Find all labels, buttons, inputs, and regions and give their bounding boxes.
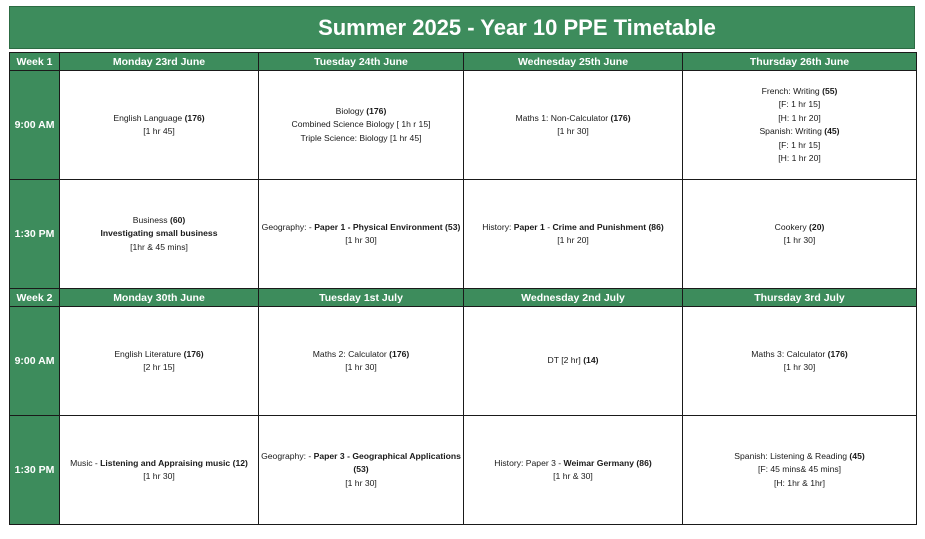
week-header-row [10, 289, 917, 307]
exam-line [60, 227, 258, 241]
exam-line [259, 463, 463, 477]
exam-slot [259, 307, 464, 416]
exam-text: [1 hr 30] [143, 471, 175, 481]
week-label: Week 2 [10, 289, 60, 307]
exam-line [60, 112, 258, 126]
exam-text: [1 hr 30] [345, 477, 377, 488]
exam-text-bold: (14) [583, 355, 599, 366]
exam-text: [1 hr & 30] [553, 471, 593, 481]
exam-line [259, 221, 463, 235]
exam-text-bold: (60) [169, 214, 186, 225]
exam-text: Music - [70, 457, 101, 468]
exam-line [60, 457, 258, 471]
exam-text: [1 hr 30] [345, 235, 377, 245]
exam-text: Geography: - [261, 450, 314, 461]
exam-text: [H: 1 hr 20] [778, 153, 821, 163]
exam-line [683, 234, 916, 248]
exam-slot [60, 307, 259, 416]
exam-line [464, 112, 682, 126]
exam-text-bold: Paper 3 - Geographical Applications [313, 450, 461, 461]
exam-line [464, 234, 682, 248]
exam-slot [683, 71, 917, 180]
week-label: Week 1 [10, 53, 60, 71]
exam-text: [1 hr 30] [557, 126, 589, 136]
exam-text: [F: 1 hr 15] [778, 139, 821, 150]
exam-line [683, 112, 916, 126]
exam-text: Business [132, 214, 170, 225]
afternoon-session-row [10, 180, 917, 289]
page-title: Summer 2025 - Year 10 PPE Timetable [9, 6, 915, 49]
week-header-row [10, 53, 917, 71]
exam-text-bold: Listening and Appraising music (12) [100, 457, 248, 468]
exam-text-bold: (53) [353, 464, 369, 475]
exam-line [259, 348, 463, 362]
exam-text: English Language [113, 112, 185, 123]
exam-line [259, 105, 463, 119]
day-header: Thursday 3rd July [683, 289, 917, 307]
exam-text-bold: (55) [822, 85, 838, 96]
exam-line [259, 118, 463, 132]
exam-line [683, 152, 916, 166]
exam-line [464, 221, 682, 235]
exam-text: [1 hr 30] [783, 362, 816, 372]
exam-text: English Literature [114, 348, 184, 359]
exam-text: History: Paper 3 - [494, 457, 564, 468]
exam-slot [259, 71, 464, 180]
exam-line [683, 463, 916, 477]
exam-slot [60, 416, 259, 525]
exam-text: Maths 3: Calculator [751, 348, 828, 359]
exam-line [60, 348, 258, 362]
day-header: Tuesday 1st July [259, 289, 464, 307]
exam-text-bold: (176) [184, 112, 205, 123]
day-header: Wednesday 25th June [464, 53, 683, 71]
exam-text: [F: 45 mins& 45 mins] [757, 464, 842, 475]
exam-slot [464, 307, 683, 416]
day-header: Thursday 26th June [683, 53, 917, 71]
exam-text: Biology [335, 105, 367, 116]
exam-text: Combined Science Biology [ 1h r 15] [291, 119, 431, 130]
exam-slot [683, 180, 917, 289]
timetable-grid [9, 52, 917, 525]
session-time: 9:00 AM [10, 71, 60, 180]
morning-session-row [10, 307, 917, 416]
session-time: 9:00 AM [10, 307, 60, 416]
exam-slot [60, 71, 259, 180]
exam-line [259, 234, 463, 248]
exam-line [464, 354, 682, 368]
exam-text-bold: (176) [366, 105, 387, 116]
exam-text-bold: (176) [389, 348, 410, 359]
exam-line [683, 125, 916, 139]
exam-line [259, 132, 463, 146]
exam-line [464, 457, 682, 471]
exam-text-bold: Weimar Germany (86) [563, 457, 652, 468]
exam-line [259, 361, 463, 375]
exam-line [683, 477, 916, 491]
exam-text: Geography: - [261, 221, 315, 232]
exam-text-bold: Paper 1 [513, 221, 545, 232]
exam-text: - [544, 221, 553, 232]
exam-slot [464, 71, 683, 180]
exam-text-bold: (176) [827, 348, 848, 359]
afternoon-session-row [10, 416, 917, 525]
exam-text: [F: 1 hr 15] [778, 99, 821, 109]
exam-text: [1hr & 45 mins] [130, 241, 188, 252]
exam-line [683, 361, 916, 375]
exam-text-bold: Paper 1 - Physical Environment (53) [314, 221, 461, 232]
exam-slot [60, 180, 259, 289]
exam-line [60, 361, 258, 375]
exam-line [60, 470, 258, 484]
exam-text: Spanish: Listening & Reading [734, 450, 850, 461]
exam-text-bold: (45) [849, 450, 865, 461]
exam-line [60, 125, 258, 139]
day-header: Tuesday 24th June [259, 53, 464, 71]
exam-text: [1 hr 30] [345, 362, 377, 372]
exam-text-bold: (20) [809, 221, 825, 232]
exam-text: [H: 1hr & 1hr] [773, 477, 826, 488]
exam-text: [1 hr 30] [783, 235, 816, 245]
exam-text-bold: Crime and Punishment (86) [552, 221, 664, 232]
exam-slot [259, 416, 464, 525]
exam-line [683, 139, 916, 153]
day-header: Monday 23rd June [60, 53, 259, 71]
exam-text: Maths 2: Calculator [312, 348, 390, 359]
exam-text-bold: (176) [610, 112, 631, 123]
exam-line [683, 450, 916, 464]
exam-text-bold: (176) [183, 348, 204, 359]
exam-text: History: [482, 221, 514, 232]
morning-session-row [10, 71, 917, 180]
exam-slot [683, 307, 917, 416]
exam-line [683, 98, 916, 112]
exam-text: Triple Science: Biology [1 hr 45] [300, 132, 422, 143]
exam-line [60, 214, 258, 228]
exam-line [464, 470, 682, 484]
exam-text: [2 hr 15] [143, 362, 175, 372]
exam-line [259, 450, 463, 464]
exam-line [60, 241, 258, 255]
exam-text: [1 hr 45] [143, 126, 175, 136]
exam-text: [H: 1 hr 20] [778, 112, 821, 123]
exam-text: [1 hr 20] [557, 235, 589, 245]
exam-text: Cookery [774, 221, 810, 232]
day-header: Monday 30th June [60, 289, 259, 307]
exam-slot [464, 180, 683, 289]
exam-line [683, 348, 916, 362]
session-time: 1:30 PM [10, 180, 60, 289]
exam-text: DT [2 hr] [547, 355, 584, 366]
exam-line [683, 85, 916, 99]
day-header: Wednesday 2nd July [464, 289, 683, 307]
exam-text: Spanish: Writing [759, 126, 825, 136]
session-time: 1:30 PM [10, 416, 60, 525]
exam-text: Maths 1: Non-Calculator [515, 112, 611, 123]
exam-text: French: Writing [761, 85, 823, 96]
exam-slot [683, 416, 917, 525]
exam-text-bold: (45) [824, 126, 840, 136]
exam-line [464, 125, 682, 139]
exam-line [259, 477, 463, 491]
exam-line [683, 221, 916, 235]
exam-text-bold: Investigating small business [100, 228, 218, 239]
exam-slot [259, 180, 464, 289]
exam-slot [464, 416, 683, 525]
